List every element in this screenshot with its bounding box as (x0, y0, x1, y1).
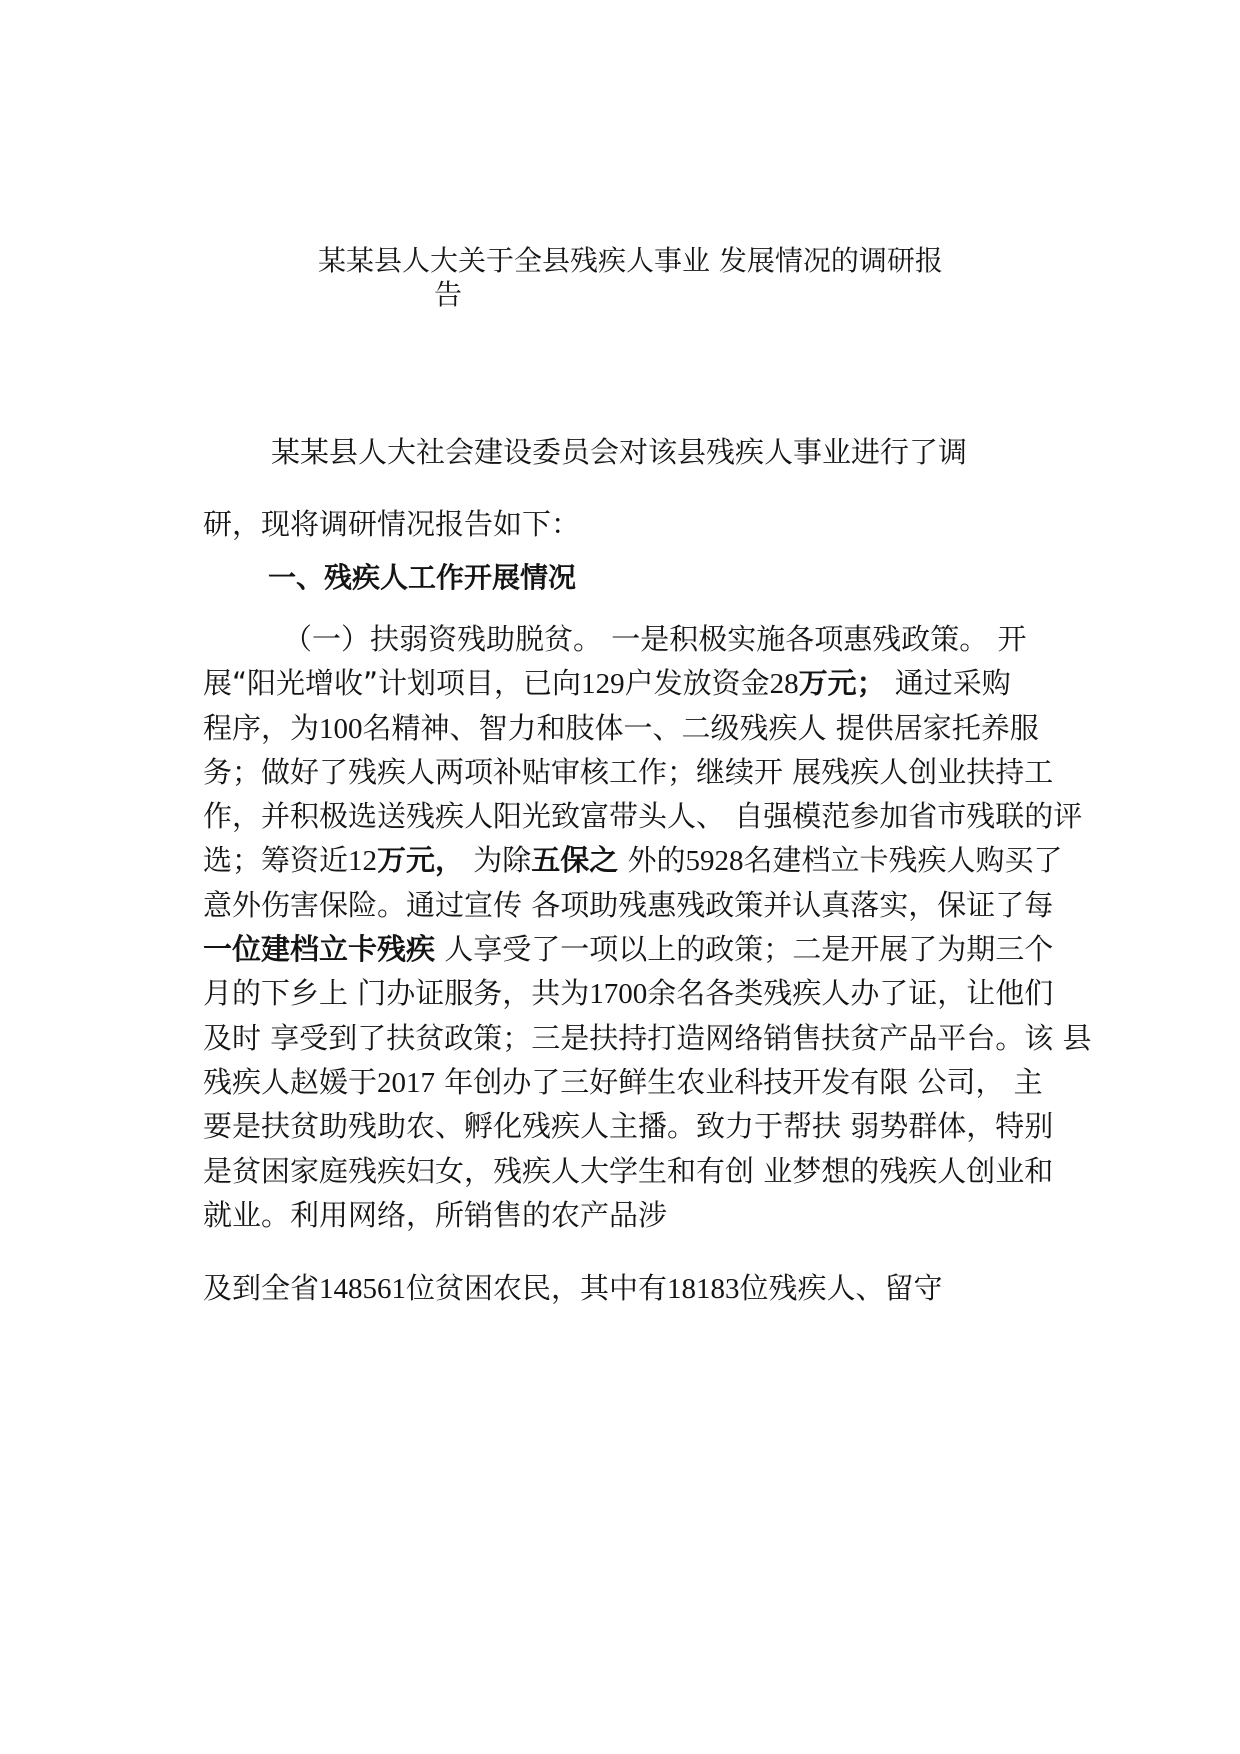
paragraph-text: 就业。利用网络，所销售的农产品涉 (203, 1197, 668, 1232)
paragraph-text: 一位建档立卡残疾 (203, 932, 436, 967)
paragraph-line (203, 706, 1083, 750)
paragraph-text: 名建档立卡残疾人购买了 (743, 843, 1063, 878)
document-title (318, 244, 978, 312)
paragraph-line (203, 1016, 1092, 1060)
paragraph-line (203, 1060, 1083, 1104)
paragraph-text: 户发放资金 (624, 666, 770, 701)
paragraph-line (203, 661, 1083, 705)
paragraph-text: 外的 (618, 843, 686, 878)
number-value: 148561 (319, 1273, 407, 1305)
number-value: 129 (581, 668, 625, 701)
paragraph-text: 为除 (464, 843, 532, 878)
paragraph-text: 年创办了三好鲜生农业科技开发有限 公司， 主 (435, 1064, 1043, 1099)
paragraph-text: 意外伤害保险。通过宣传 各项助残惠残政策并认真落实，保证了每 (203, 887, 1054, 922)
paragraph-text: 万元； (798, 666, 886, 701)
paragraph-text: 展“阳光增收”计划项目，已向 (203, 666, 582, 701)
intro-line-2: 研，现将调研情况报告如下： (203, 507, 581, 541)
paragraph-text: 五保之 (531, 843, 619, 878)
paragraph-text: 万元， (377, 843, 465, 878)
paragraph-line (203, 1149, 1083, 1193)
paragraph-text: （一）扶弱资残助脱贫。 一是积极实施各项惠残政策。 开 (283, 622, 1027, 656)
continuation-line (203, 1270, 943, 1307)
paragraph-text: 程序，为 (203, 710, 320, 745)
paragraph-text: 务；做好了残疾人两项补贴审核工作；继续开 展残疾人创业扶持工 (203, 754, 1054, 789)
paragraph-text: 名精神、智力和肢体一、二级残疾人 提供居家托养服 (362, 710, 1039, 745)
number-value: 5928 (685, 845, 744, 878)
title-line-2: 告 (434, 278, 463, 311)
title-line-1: 某某县人大关于全县残疾人事业 发展情况的调研报 (318, 244, 943, 277)
section-heading: 一、残疾人工作开展情况 (268, 561, 577, 594)
paragraph-text: 残疾人赵媛于 (203, 1064, 378, 1099)
number-value: 28 (769, 668, 799, 701)
body-paragraph (203, 617, 1092, 1237)
paragraph-line (203, 1193, 1083, 1237)
number-value: 12 (348, 845, 378, 878)
paragraph-line (203, 927, 1083, 971)
paragraph-text: 是贫困家庭残疾妇女，残疾人大学生和有创 业梦想的残疾人创业和 (203, 1153, 1054, 1188)
intro-line-1: 某某县人大社会建设委员会对该县残疾人事业进行了调 (271, 435, 968, 469)
number-value: 2017 (377, 1066, 436, 1099)
paragraph-text: 通过采购 (885, 666, 1011, 701)
paragraph-text: 作，并积极选送残疾人阳光致富带头人、 自强模范参加省市残联的评 (203, 799, 1083, 834)
paragraph-text: 位贫困农民，其中有 (406, 1271, 668, 1305)
paragraph-text: 选；筹资近 (203, 843, 349, 878)
paragraph-text: 及时 享受到了扶贫政策；三是扶持打造网络销售扶贫产品平台。该 县 (203, 1020, 1092, 1055)
number-value: 1700 (589, 978, 648, 1011)
paragraph-text: 要是扶贫助残助农、孵化残疾人主播。致力于帮扶 弱势群体，特别 (203, 1109, 1054, 1144)
paragraph-text: 人享受了一项以上的政策；二是开展了为期三个 (435, 932, 1054, 967)
paragraph-text: 及到全省 (203, 1271, 320, 1305)
paragraph-text: 位残疾人、留守 (739, 1271, 943, 1305)
paragraph-line (203, 794, 1083, 838)
paragraph-text: 余名各类残疾人办了证，让他们 (647, 976, 1054, 1011)
paragraph-line (203, 883, 1083, 927)
paragraph-line (203, 1104, 1083, 1148)
paragraph-line (203, 971, 1083, 1015)
paragraph-line (203, 838, 1083, 882)
paragraph-line (203, 617, 1083, 661)
paragraph-line (203, 750, 1083, 794)
paragraph-text: 月的下乡上 门办证服务，共为 (203, 976, 590, 1011)
number-value: 100 (319, 712, 363, 745)
number-value: 18183 (667, 1273, 740, 1305)
